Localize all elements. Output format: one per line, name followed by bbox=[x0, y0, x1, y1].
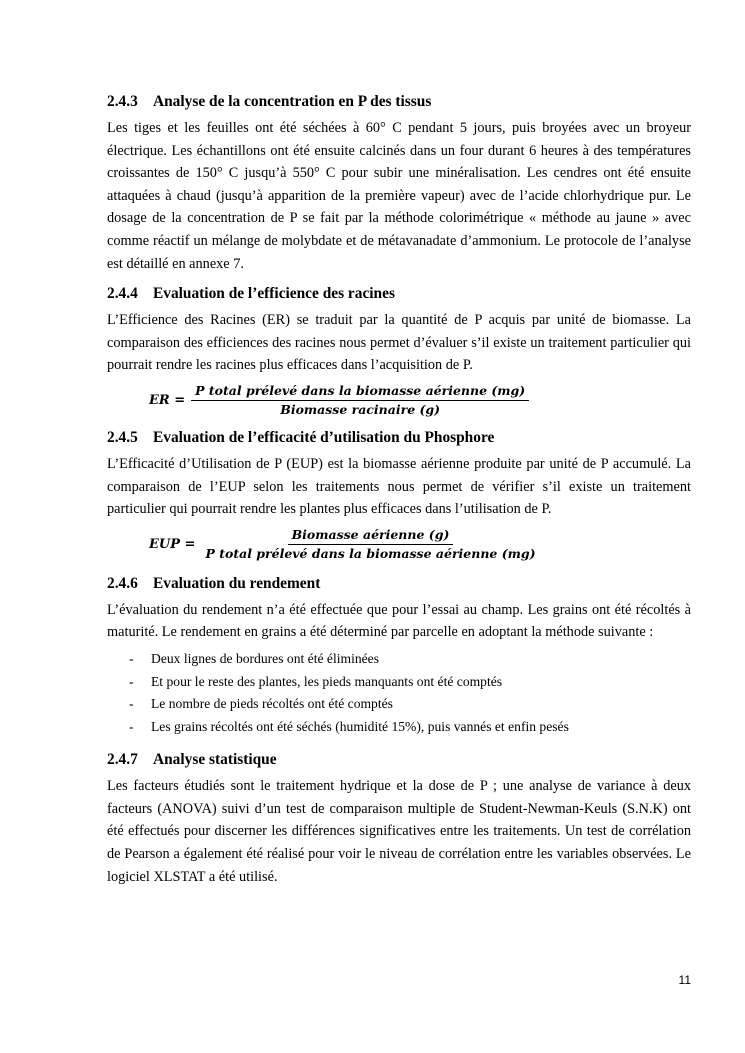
dash-bullet: - bbox=[129, 673, 134, 689]
document-page bbox=[107, 92, 691, 888]
section-heading-2-4-5 bbox=[107, 428, 691, 448]
dash-bullet: - bbox=[129, 718, 134, 734]
paragraph: L’Efficience des Racines (ER) se traduit par la quantité de P acquis par unité de biomasse. La comparaison des efficiences des racines nous permet d’évaluer s’il existe un traitement particulier qui pourrait rendre les racines plus efficaces dans l’acquisition de P. bbox=[107, 312, 691, 374]
list-item bbox=[129, 716, 691, 739]
list-item-text: Le nombre de pieds récoltés ont été comptés bbox=[151, 696, 393, 712]
section-number: 2.4.4 bbox=[107, 285, 138, 303]
numerator: P total prélevé dans la biomasse aérienne (mg) bbox=[191, 383, 529, 401]
denominator: Biomasse racinaire (g) bbox=[280, 401, 441, 417]
list-item bbox=[129, 693, 691, 716]
section-title: Analyse de la concentration en P des tissus bbox=[153, 93, 432, 110]
section-number: 2.4.6 bbox=[107, 574, 138, 592]
paragraph: Les tiges et les feuilles ont été séchées à 60° C pendant 5 jours, puis broyées avec un broyeur électrique. Les échantillons ont été ensuite calcinés dans un four durant 6 heures à des températures croissantes de 150° C jusqu’à 550° C pour subir une minéralisation. Les cendres ont été ensuite attaquées à chaud (jusqu’à apparition de la première vapeur) avec de l’acide chlorhydrique pur. Le dosage de la concentration de P se fait par la méthode colorimétrique « méthode au jaune » avec comme réactif un mélange de molybdate et de métavanadate d’ammonium. Le protocole de l’analyse est détaillé en annexe 7. bbox=[107, 120, 691, 272]
section-title: Evaluation du rendement bbox=[153, 574, 321, 592]
section-number: 2.4.5 bbox=[107, 428, 138, 446]
equation-er bbox=[149, 383, 691, 418]
fraction bbox=[201, 527, 539, 562]
list-item bbox=[129, 671, 691, 694]
list-item-text: Les grains récoltés ont été séchés (humidité 15%), puis vannés et enfin pesés bbox=[151, 718, 569, 734]
list-item bbox=[129, 648, 691, 671]
section-title: Evaluation de l’efficacité d’utilisation du Phosphore bbox=[153, 428, 495, 446]
list-item-text: Deux lignes de bordures ont été éliminées bbox=[151, 650, 380, 666]
dash-bullet: - bbox=[129, 696, 134, 712]
method-list bbox=[107, 648, 691, 738]
paragraph: Les facteurs étudiés sont le traitement hydrique et la dose de P ; une analyse de variance à deux facteurs (ANOVA) suivi d’un test de comparaison multiple de Student-Newman-Keuls (S.N.K) ont été effectués pour discerner les différences significatives entre les traitements. Un test de corrélation de Pearson a également été réalisé pour voir le niveau de corrélation entre les variables observées. Le logiciel XLSTAT a été utilisé. bbox=[107, 778, 691, 885]
section-heading-2-4-4 bbox=[107, 284, 691, 304]
list-item-text: Et pour le reste des plantes, les pieds manquants ont été comptés bbox=[151, 673, 503, 689]
equation-eup bbox=[149, 527, 691, 562]
numerator: Biomasse aérienne (g) bbox=[288, 527, 454, 545]
denominator: P total prélevé dans la biomasse aérienne (mg) bbox=[205, 545, 536, 561]
equation-lhs: EUP = bbox=[149, 536, 196, 552]
dash-bullet: - bbox=[129, 650, 134, 666]
page-number: 11 bbox=[678, 973, 691, 987]
section-title: Evaluation de l’efficience des racines bbox=[153, 285, 395, 303]
equation-lhs: ER = bbox=[149, 392, 186, 408]
paragraph: L’Efficacité d’Utilisation de P (EUP) est la biomasse aérienne produite par unité de P accumulé. La comparaison de l’EUP selon les traitements nous permet de vérifier s’il existe un traitement particulier qui pourrait rendre les plantes plus efficaces dans l’utilisation de P. bbox=[107, 455, 691, 518]
section-number: 2.4.7 bbox=[107, 751, 138, 769]
section-number: 2.4.3 bbox=[107, 93, 138, 110]
section-heading-2-4-7 bbox=[107, 750, 691, 770]
section-heading-2-4-6 bbox=[107, 574, 691, 594]
section-heading-2-4-3 bbox=[107, 92, 691, 112]
section-title: Analyse statistique bbox=[153, 751, 277, 769]
paragraph: L’évaluation du rendement n’a été effectuée que pour l’essai au champ. Les grains ont été récoltés à maturité. Le rendement en grains a été déterminé par parcelle en adoptant la méthode suivante : bbox=[107, 601, 691, 641]
fraction bbox=[191, 383, 529, 418]
